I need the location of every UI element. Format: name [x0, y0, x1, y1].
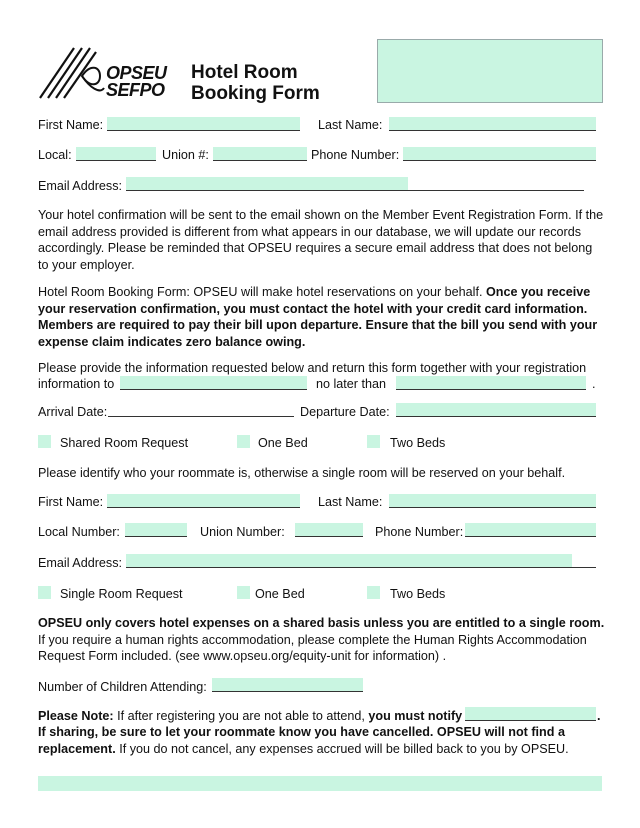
roommate-union-label: Union Number: — [200, 525, 285, 539]
no-later-than-field[interactable] — [396, 376, 586, 390]
info-to-label: information to — [38, 377, 115, 391]
roommate-local-field[interactable] — [125, 523, 187, 537]
two-beds-label: Two Beds — [390, 436, 446, 450]
roommate-phone-label: Phone Number: — [375, 525, 464, 539]
roommate-email-underline — [126, 567, 596, 568]
roommate-union-field[interactable] — [295, 523, 363, 537]
roommate-last-name-label: Last Name: — [318, 495, 383, 509]
first-name-field[interactable] — [107, 117, 300, 131]
arrival-date-label: Arrival Date: — [38, 405, 108, 419]
intro-paragraph-3-line1: Please provide the information requested below and return this form together with your registration — [38, 361, 587, 375]
note-paragraph-2 — [38, 724, 606, 757]
note-bold-3: If sharing, be sure to let your roommate know you have cancelled. OPSEU will not find a replacement. — [38, 725, 565, 756]
notify-field[interactable] — [465, 707, 596, 721]
note-bold-2: you must notify — [368, 709, 463, 723]
email-underline — [126, 190, 584, 191]
shared-room-checkbox[interactable] — [38, 435, 51, 448]
roommate-phone-field[interactable] — [465, 523, 596, 537]
note-normal-1: If after registering you are not able to attend, — [113, 709, 369, 723]
page-title-line1: Hotel Room — [191, 62, 298, 83]
logo-text-sefpo: SEFPO — [106, 80, 165, 100]
email-label: Email Address: — [38, 179, 122, 193]
intro-paragraph-2-bold: Once you receive your reservation confirmation, you must contact the hotel with your credit card information. Members are required to pay their bill upon departure. Ensure that the bill you send with your expense claim indicates zero balance owing. — [38, 285, 598, 349]
roommate-instruction: Please identify who your roommate is, otherwise a single room will be reserved on your behalf. — [38, 466, 566, 480]
policy-paragraph — [38, 615, 606, 665]
children-label: Number of Children Attending: — [38, 680, 207, 694]
intro-paragraph-2-normal: Hotel Room Booking Form: OPSEU will make hotel reservations on your behalf. — [38, 285, 486, 299]
notify-period: . — [597, 709, 601, 723]
local-field[interactable] — [76, 147, 156, 161]
roommate-email-label: Email Address: — [38, 556, 122, 570]
single-room-label: Single Room Request — [60, 587, 183, 601]
children-field[interactable] — [212, 678, 363, 692]
office-use-box[interactable] — [377, 39, 603, 103]
two-beds-checkbox-2[interactable] — [367, 586, 380, 599]
first-name-label: First Name: — [38, 118, 104, 132]
local-label: Local: — [38, 148, 72, 162]
last-name-label: Last Name: — [318, 118, 383, 132]
departure-date-label: Departure Date: — [300, 405, 390, 419]
note-normal-2: If you do not cancel, any expenses accrued will be billed back to you by OPSEU. — [115, 741, 569, 756]
one-bed-label-2: One Bed — [255, 587, 305, 601]
footer-bar — [38, 776, 602, 791]
no-later-than-label: no later than — [316, 377, 387, 391]
no-later-than-period: . — [592, 377, 596, 391]
shared-room-label: Shared Room Request — [60, 436, 189, 450]
logo-text-opseu: OPSEU — [106, 63, 167, 83]
roommate-first-name-field[interactable] — [107, 494, 300, 508]
two-beds-checkbox[interactable] — [367, 435, 380, 448]
one-bed-label: One Bed — [258, 436, 308, 450]
intro-paragraph-2 — [38, 284, 606, 350]
departure-date-field[interactable] — [396, 403, 596, 417]
note-bold-1: Please Note: — [38, 709, 114, 723]
union-label: Union #: — [162, 148, 209, 162]
email-field[interactable] — [126, 177, 408, 190]
info-to-field[interactable] — [120, 376, 307, 390]
one-bed-checkbox[interactable] — [237, 435, 250, 448]
policy-bold: OPSEU only covers hotel expenses on a shared basis unless you are entitled to a single room. — [38, 616, 605, 630]
opseu-logo — [38, 44, 173, 102]
roommate-email-field[interactable] — [126, 554, 572, 567]
last-name-field[interactable] — [389, 117, 596, 131]
phone-field[interactable] — [403, 147, 596, 161]
roommate-first-name-label: First Name: — [38, 495, 104, 509]
single-room-checkbox[interactable] — [38, 586, 51, 599]
page-title-line2: Booking Form — [191, 83, 320, 104]
roommate-last-name-field[interactable] — [389, 494, 596, 508]
intro-paragraph-1: Your hotel confirmation will be sent to the email shown on the Member Event Registration Form. If the email address provided is different from what appears in our database, we will update our records accordingly. Please be reminded that OPSEU requires a secure email address that does not belong to your employer. — [38, 208, 604, 272]
roommate-local-label: Local Number: — [38, 525, 120, 539]
note-line1 — [38, 708, 462, 724]
phone-label: Phone Number: — [311, 148, 400, 162]
union-field[interactable] — [213, 147, 307, 161]
two-beds-label-2: Two Beds — [390, 587, 446, 601]
arrival-date-field[interactable] — [108, 403, 294, 417]
policy-normal: If you require a human rights accommodation, please complete the Human Rights Accommodation Request Form included. (see www.opseu.org/equity-unit for information) . — [38, 632, 587, 663]
one-bed-checkbox-2[interactable] — [237, 586, 250, 599]
